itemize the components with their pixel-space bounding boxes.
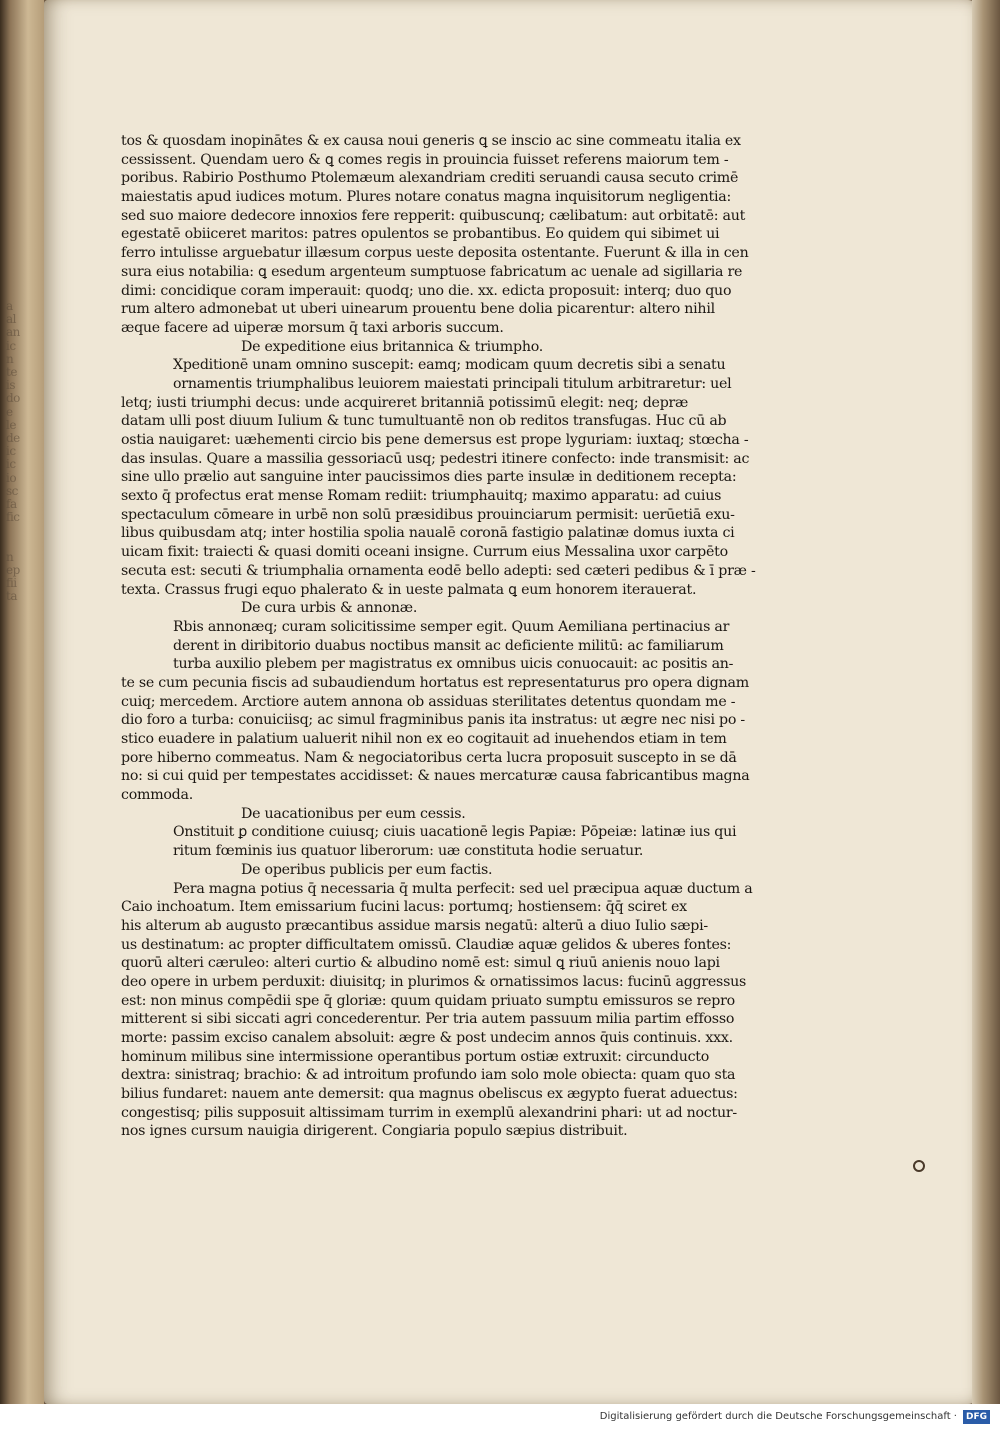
section-heading: De uacationibus per eum cessis. [241,805,466,822]
text-line: æque facere ad uiperæ morsum q̄ taxi arboris succum. [121,319,504,336]
text-line: turba auxilio plebem per magistratus ex omnibus uicis conuocauit: ac positis an‑ [173,656,734,673]
text-line: cessissent. Quendam uero & ꝗ comes regis in prouincia fuisset referens maiorum tem ‑ [121,151,729,168]
text-line: mitterent si sibi siccati agri concederentur. Per tria autem passuum milia partim effosso [121,1011,735,1028]
text-line: Xpeditionē unam omnino suscepit: eamq; modicam quum decretis sibi a senatu [173,357,726,374]
section-uacationibus [121,823,741,860]
text-line: tos & quosdam inopinātes & ex causa noui generis ꝗ se inscio ac sine commeatu italia ex [121,133,741,149]
text-line: uicam fixit: traiecti & quasi domiti oceani insigne. Currum eius Messalina uxor carpēto [121,544,728,561]
text-line: dio foro a turba: conuiciisq; ac simul fragminibus panis ita instratus: ut ægre nec nisi po ‑ [121,712,745,729]
text-line: dextra: sinistraq; brachio: & ad introitum profundo iam solo mole obiecta: quam quo sta [121,1067,736,1084]
text-line: secuta est: secuti & triumphalia ornamenta eodē bello adepti: sed cæteri pedibus & ī præ ‑ [121,562,756,579]
text-line: ferro intulisse arguebatur illæsum corpus ueste deposita ostentante. Fuerunt & illa in cen [121,245,749,262]
text-line: ostia nauigaret: uæhementi circio bis pene demersus est prope lyguriam: iuxtaq; stœcha ‑ [121,432,749,448]
text-line: his alterum ab augusto præcantibus assidue marsis negatū: alterū a diuo Iulio sæpi‑ [121,917,708,934]
text-line: sexto q̄ profectus erat mense Romam rediit: triumphauitq; maximo apparatu: ad cuius [121,488,722,505]
text-line: sed suo maiore dedecore innoxios fere repperit: quibuscunq; cælibatum: aut orbitatē: aut [121,207,746,224]
section-britannica [121,356,756,599]
text-line: datam ulli post diuum Iulium & tunc tumultuantē non ob reditos transfugas. Huc cū ab [121,413,727,430]
text-line: letq; iusti triumphi decus: unde acquireret britanniā potissimū elegit: neq; depræ [121,394,689,411]
text-line: no: si cui quid per tempestates accidisset: & naues mercaturæ causa fabricantibus magna [121,768,750,785]
text-line: texta. Crassus frugi equo phalerato & in ueste palmata ꝗ eum honorem iterauerat. [121,581,697,598]
text-line: commoda. [121,787,193,804]
ring-mark-icon [913,1160,925,1172]
previous-page-text-fragments: a al an ic n te is do e le de ic ic io sc fa fic n ep fii ta [6,299,20,604]
text-line: cuiq; mercedem. Arctiore autem annona ob assiduas sterilitates detentus quondam me ‑ [121,693,736,710]
text-line: bilius fundaret: nauem ante demersit: qua magnus obeliscus ex ægypto fuerat aduectus: [121,1086,738,1103]
text-line: ritum fœminis ius quatuor liberorum: uæ constituta hodie seruatur. [173,843,644,860]
text-line: das insulas. Quare a massilia gessoriacū usq; pedestri itinere confecto: inde transmisit: ac [121,450,750,467]
text-line: Onstituit ꝑ conditione cuiusq; ciuis uacationē legis Papiæ: Pōpeiæ: latinæ ius qui [173,824,737,841]
section-cura-urbis [121,618,750,805]
text-block [121,132,756,1141]
text-line: sura eius notabilia: ꝗ esedum argenteum sumptuose fabricatum ac uenale ad sigillaria re [121,263,743,280]
text-line: maiestatis apud iudices motum. Plures notare conatus magna inquisitorum negligentia: [121,189,732,206]
text-line: egestatē obiiceret maritos: patres opulentos se probantibus. Eo quidem qui sibimet ui [121,226,720,243]
text-line: est: non minus compēdii spe q̄ gloriæ: quum quidam priuato sumptu emissuros se repro [121,992,735,1009]
text-line: sine ullo prælio aut sanguine inter paucissimos dies parte insulæ in deditionem recepta: [121,469,737,486]
dfg-logo: DFG [963,1410,990,1424]
text-line: rum altero admonebat ut uberi uinearum prouentu bene dolia picarentur: altero nihil [121,301,715,318]
digitization-footer [0,1404,1000,1429]
text-line: Pera magna potius q̄ necessaria q̄ multa perfecit: sed uel præcipua aquæ ductum a [173,880,753,897]
text-line: dimi: concidique coram imperauit: quodq; uno die. xx. edicta proposuit: interq; duo quo [121,282,732,299]
text-line: deo opere in urbem perduxit: diuisitq; in plurimos & ornatissimos lacus: fucinū aggressus [121,973,747,990]
text-line: te se cum pecunia fiscis ad subaudiendum hortatus est representaturus pro opera dignam [121,674,749,691]
text-line: Rbis annonæq; curam solicitissime semper egit. Quum Aemiliana pertinacius ar [173,618,730,635]
text-line: poribus. Rabirio Posthumo Ptolemæum alexandriam crediti seruandi causa secuto crimē [121,170,739,187]
text-line: ornamentis triumphalibus leuiorem maiestati principali titulum arbitraretur: uel [173,375,732,392]
text-line: libus quibusdam atq; inter hostilia spolia naualē coronā fastigio palatinæ domus iuxta ci [121,525,735,542]
text-line: quorū alteri cæruleo: alteri curtio & albudino nomē est: simul ꝗ riuū anienis nouo lapi [121,955,720,972]
section-heading: De operibus publicis per eum factis. [241,861,493,878]
text-line: Caio inchoatum. Item emissarium fucini lacus: portumq; hostiensem: q̄q̄ sciret ex [121,899,687,916]
text-line: congestisq; pilis supposuit altissimam turrim in exemplū alexandrini phari: ut ad noctur‑ [121,1104,737,1121]
text-line: us destinatum: ac propter difficultatem omissū. Claudiæ aquæ gelidos & uberes fontes: [121,936,732,953]
text-line: nos ignes cursum nauigia dirigerent. Congiaria populo sæpius distribuit. [121,1123,628,1140]
text-line: morte: passim exciso canalem absoluit: ægre & post undecim annos q̄uis continuis. xxx. [121,1030,733,1046]
opening-paragraph [121,132,749,338]
text-line: derent in diribitorio duabus noctibus mansit ac deficiente militū: ac familiarum [173,637,724,654]
dfg-credit-text: Digitalisierung gefördert durch die Deutsche Forschungsgemeinschaft · [599,1411,957,1422]
text-line: hominum milibus sine intermissione operantibus portum ostiæ extruxit: circunducto [121,1048,710,1065]
section-heading: De cura urbis & annonæ. [241,600,418,617]
text-line: stico euadere in palatium ualuerit nihil non ex eo cogitauit ad inuehendos etiam in tem [121,731,727,747]
text-line: spectaculum cōmeare in urbē non solū præsidibus prouinciarum permisit: uerūetiā exu‑ [121,506,735,523]
section-heading: De expeditione eius britannica & triumpho. [241,338,544,355]
previous-page-edge [0,0,44,1404]
section-operibus [121,880,753,1142]
text-line: pore hiberno commeatus. Nam & negociatoribus certa lucra proposuit suscepto in se dā [121,749,737,766]
page-fore-edge [972,0,1000,1404]
